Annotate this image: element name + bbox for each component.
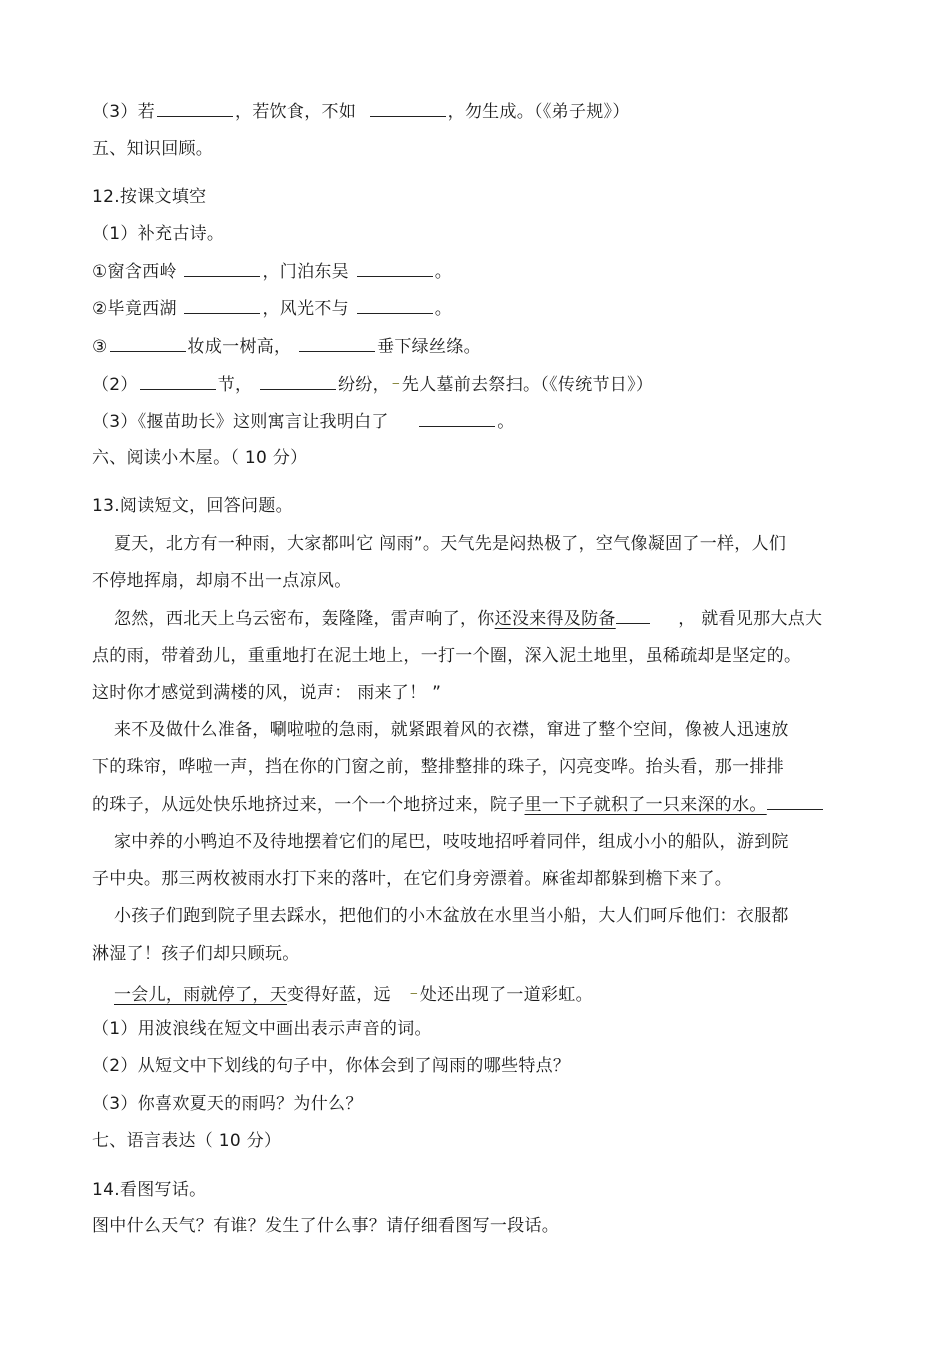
text: 妆成一树高， [187,337,292,357]
q12-poem-3 [92,335,481,358]
q13-question-1: （1）用波浪线在短文中画出表示声音的词。 [92,1019,432,1039]
text: ，勿生成。（《弟子规》） [447,102,630,122]
passage-p2-line3: 这时你才感觉到满楼的风，说声： 雨来了！ ” [92,683,442,703]
q12-sub3 [92,410,515,433]
blank [419,410,495,427]
blank [357,297,433,314]
text: 变得好蓝，远 [287,985,391,1005]
mark: ‒ [409,986,418,1000]
passage-p1-line1: 夏天，北方有一种雨，大家都叫它 闯雨”。天气先是闷热极了，空气像凝固了一样，人们 [114,534,787,554]
passage-p5-line2: 淋湿了！孩子们却只顾玩。 [92,944,300,964]
text: （3）若 [92,102,156,122]
q13-question-3: （3）你喜欢夏天的雨吗？为什么？ [92,1094,363,1114]
q12-sub1: （1）补充古诗。 [92,224,225,244]
text: ①窗含西岭 [92,262,177,282]
q11-3-line [92,100,630,123]
q12-poem-2 [92,297,452,320]
q14-title: 14.看图写话。 [92,1180,207,1200]
text: 的珠子，从远处快乐地挤过来，一个一个地挤过来，院子 [92,795,525,815]
q13-title: 13.阅读短文，回答问题。 [92,496,293,516]
blank [110,335,186,352]
blank [184,260,260,277]
blank [260,373,336,390]
section-7-heading: 七、语言表达（ 10 分） [92,1131,282,1151]
text: 。 [497,412,515,432]
passage-p2-line2: 点的雨，带着劲儿，重重地打在泥土地上，一打一个圈，深入泥土地里，虽稀疏却是坚定的。 [92,646,802,666]
underlined-sentence: 一会儿，雨就停了，天 [114,985,287,1005]
q12-title: 12.按课文填空 [92,187,207,207]
text: （3）《揠苗助长》这则寓言让我明白了 [92,412,389,432]
blank [299,335,375,352]
mark: ‒ [391,376,400,390]
underlined-sentence: 还没来得及防备 [494,609,616,629]
q14-prompt: 图中什么天气？有谁？发生了什么事？请仔细看图写一段话。 [92,1216,560,1236]
q12-sub2 [92,372,653,396]
section-6-heading: 六、阅读小木屋。（ 10 分） [92,448,308,468]
passage-p3-line1: 来不及做什么准备，唰啦啦的急雨，就紧跟着风的衣襟，窜进了整个空间，像被人迅速放 [114,720,789,740]
text: ②毕竟西湖 [92,299,177,319]
text: 垂下绿丝绦。 [377,337,481,357]
text: 节， [217,375,253,395]
text: ，若饮食，不如 [235,102,357,122]
passage-p1-line2: 不停地挥扇，却扇不出一点凉风。 [92,571,352,591]
blank [184,297,260,314]
text: （2） [92,375,138,395]
blank [357,260,433,277]
text: ③ [92,337,108,357]
passage-p6 [114,982,593,1006]
passage-p4-line1: 家中养的小鸭迫不及待地摆着它们的尾巴，吱吱地招呼着同伴，组成小小的船队，游到院 [114,832,789,852]
underline-pad [767,793,823,810]
text: 。 [434,299,452,319]
blank [370,100,446,117]
passage-p4-line2: 子中央。那三两枚被雨水打下来的落叶，在它们身旁漂着。麻雀却都躲到檐下来了。 [92,869,733,889]
section-5-heading: 五、知识回顾。 [92,139,214,159]
q12-poem-1 [92,260,452,283]
text: 处还出现了一道彩虹。 [419,985,593,1005]
passage-p5-line1: 小孩子们跑到院子里去踩水，把他们的小木盆放在水里当小船，大人们呵斥他们：衣服都 [114,906,789,926]
text: ，门泊东吴 [262,262,349,282]
text: 。 [434,262,452,282]
passage-p3-line3 [92,793,823,816]
q13-question-2: （2）从短文中下划线的句子中，你体会到了闯雨的哪些特点？ [92,1056,571,1076]
underline-pad [616,607,650,624]
text: ，风光不与 [262,299,349,319]
text: 先人墓前去祭扫。（《传统节日》） [401,375,654,395]
underlined-sentence: 里一下子就积了一只来深的水。 [524,795,767,815]
text: 纷纷， [338,375,390,395]
blank [140,373,216,390]
text: ， 就看见那大点大 [678,609,823,629]
text: 忽然，西北天上乌云密布，轰隆隆，雷声响了，你 [114,609,495,629]
passage-p2-line1 [114,607,822,630]
passage-p3-line2: 下的珠帘，哗啦一声，挡在你的门窗之前，整排整排的珠子，闪亮变哗。抬头看，那一排排 [92,757,784,777]
blank [157,100,233,117]
